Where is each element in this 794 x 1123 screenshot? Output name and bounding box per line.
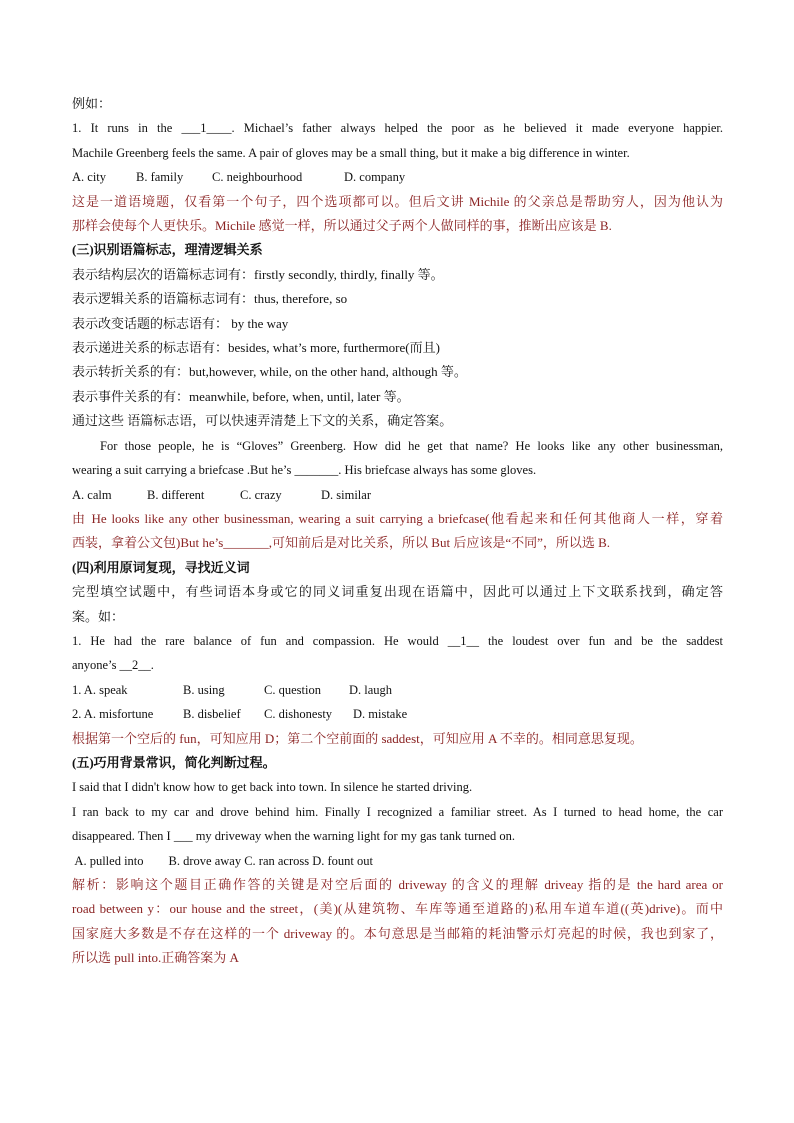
explanation-text: 解析：影响这个题目正确作答的关键是对空后面的 driveway 的含义的理解 driveay 指的是 the hard area or [72, 877, 723, 892]
section-heading: (四)利用原词复现，寻找近义词 [72, 559, 250, 575]
options-row [72, 702, 723, 726]
option: A. calm [72, 487, 112, 502]
explanation-text: 根据第一个空后的 fun，可知应用 D；第二个空前面的 saddest，可知应用 A 不幸的。相同意思复现。 [72, 730, 643, 746]
option: B. using [183, 682, 225, 697]
body-text: 表示结构层次的语篇标志词有：firstly secondly, thirdly, finally 等。 [72, 266, 444, 282]
body-text: 通过这些 语篇标志语，可以快速弄清楚上下文的关系，确定答案。 [72, 413, 453, 429]
option: D. similar [321, 487, 371, 502]
explanation-text: road between y：our house and the street，(美)(从建筑物、车库等通至道路的)私用车道车道((英)drive)。而中 [72, 901, 723, 917]
explanation-text: 这是一道语境题，仅看第一个句子，四个选项都可以。但后文讲 Michile 的父亲总是帮助穷人，因为他认为 [72, 193, 723, 209]
explanation-text: 国家庭大多数是不存在这样的一个 driveway 的。本句意思是当邮箱的耗油警示灯亮起的时候，我也到家了， [72, 925, 723, 941]
explanation-text: 西装，拿着公文包)But he’s_______,可知前后是对比关系，所以 But 后应该是“不同”，所以选 B. [72, 535, 611, 551]
option: D. mistake [353, 707, 408, 722]
option: D. laugh [349, 682, 393, 697]
body-text: 案。如： [72, 608, 125, 624]
passage-text: I said that I didn't know how to get back into town. In silence he started driving. [72, 780, 473, 795]
explanation-text: 由 He looks like any other businessman, wearing a suit carrying a briefcase(他看起来和任何其他商人一样，穿着 [72, 510, 723, 526]
body-text: 表示事件关系的有：meanwhile, before, when, until, later 等。 [72, 388, 410, 404]
body-text: 表示递进关系的标志语有：besides, what’s more, furthermore(而且) [72, 340, 440, 356]
option: B. disbelief [183, 707, 241, 722]
question-text: 1. He had the rare balance of fun and compassion. He would __1__ the loudest over fun and be the saddest [72, 633, 723, 648]
body-text: 表示转折关系的有：but,however, while, on the other hand, although 等。 [72, 364, 467, 380]
body-text: 表示改变话题的标志语有： by the way [72, 315, 289, 331]
option: C. crazy [240, 487, 282, 502]
passage-text: disappeared. Then I ___ my driveway when the warning light for my gas tank turned on. [72, 829, 516, 844]
option: A. city [72, 170, 107, 185]
explanation-text: 那样会使每个人更快乐。Michile 感觉一样，所以通过父子两个人做同样的事，推断出应该是 B. [72, 218, 612, 234]
options-row: A. pulled into B. drove away C. ran across D. fount out [72, 853, 373, 868]
option: C. dishonesty [264, 707, 333, 722]
example-heading: 例如： [72, 96, 112, 111]
explanation-text: 所以选 pull into.正确答案为 A [72, 950, 239, 966]
document-page [72, 92, 723, 971]
passage-text: wearing a suit carrying a briefcase .But he’s _______. His briefcase always has some gloves. [72, 463, 537, 478]
body-text: 表示逻辑关系的语篇标志词有：thus, therefore, so [72, 291, 348, 307]
passage-text: For those people, he is “Gloves” Greenberg. How did he get that name? He looks like any other businessman, [100, 438, 723, 453]
option: D. company [344, 170, 406, 185]
options-row [72, 678, 723, 702]
options-row [72, 483, 723, 507]
question-text: anyone’s __2__. [72, 658, 154, 673]
question-text: Machile Greenberg feels the same. A pair of gloves may be a small thing, but it make a big difference in winter. [72, 145, 630, 160]
body-text: 完型填空试题中，有些词语本身或它的同义词重复出现在语篇中，因此可以通过上下文联系找到，确定答 [72, 584, 723, 600]
option: B. family [136, 170, 184, 185]
question-text: 1. It runs in the ___1____. Michael’s father always helped the poor as he believed it made everyone happier. [72, 121, 723, 136]
passage-text: I ran back to my car and drove behind him. Finally I recognized a familiar street. As I turned to head home, the car [72, 804, 723, 819]
option: C. neighbourhood [212, 170, 303, 185]
option: 2. A. misfortune [72, 707, 154, 722]
options-row [72, 165, 723, 189]
option: 1. A. speak [72, 682, 128, 697]
option: C. question [264, 682, 321, 697]
section-heading: (三)识别语篇标志，理清逻辑关系 [72, 242, 263, 258]
section-heading: (五)巧用背景常识，简化判断过程。 [72, 754, 276, 770]
option: B. different [147, 487, 205, 502]
